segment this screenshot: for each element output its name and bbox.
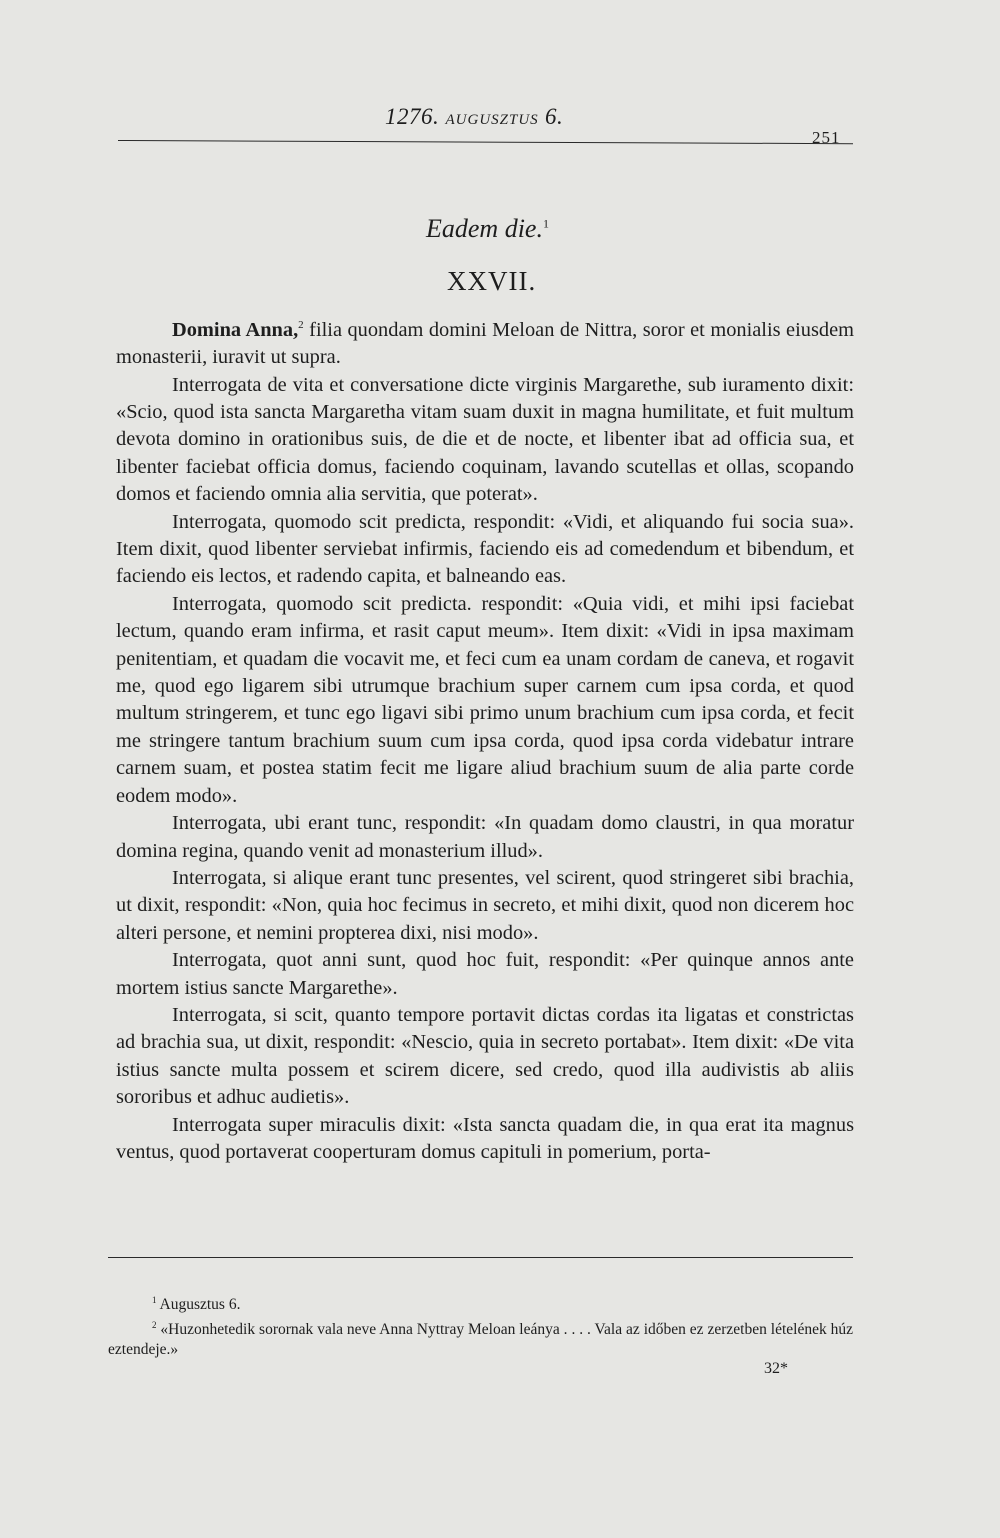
paragraph: Interrogata de vita et conversatione dicte virginis Margarethe, sub iuramento dixit: «Scio, quod ista sancta Margaretha vitam suam duxit in magna humilitate, et fuit multum devota domino in orationibus suis, de die et de nocte, et libenter ibat ad officia sua, et libenter faciebat officia domus, faciendo coquinam, lavando scutellas et ollas, scopando domos et faciendo omnia alia servitia, que poterat».	[116, 373, 854, 506]
page-number: 251	[812, 128, 841, 147]
footnote	[108, 1290, 853, 1315]
footnote-text: «Huzonhetedik sorornak vala neve Anna Nyttray Meloan leánya . . . . Vala az időben ez zerzetben lételének húz eztendeje.»	[108, 1321, 853, 1359]
running-head	[0, 104, 1000, 147]
lead-note: 2	[298, 319, 304, 331]
header-rule	[118, 140, 853, 144]
body-text	[116, 312, 854, 1166]
footnote-mark: 1	[152, 1295, 157, 1305]
lead-name: Domina Anna,	[172, 318, 299, 341]
section-number: XXVII.	[447, 266, 537, 296]
footnotes	[108, 1290, 853, 1360]
running-head-title: 1276. AUGUSZTUS 6.	[385, 104, 564, 129]
section-heading	[426, 214, 549, 244]
footnote-text: Augusztus 6.	[156, 1296, 241, 1314]
signature-mark: 32*	[764, 1360, 788, 1377]
paragraph: Interrogata, quot anni sunt, quod hoc fuit, respondit: «Per quinque annos ante mortem istius sancte Margarethe».	[116, 949, 854, 999]
paragraph: Interrogata super miraculis dixit: «Ista sancta quadam die, in qua erat ita magnus ventus, quod portaverat cooperturam domus capituli in pomerium, porta-	[116, 1113, 854, 1163]
footnote-mark: 2	[152, 1320, 157, 1331]
running-head-month: AUGUSZTUS	[445, 112, 539, 128]
paragraph-text: filia quondam domini Meloan de Nittra, soror et monialis eiusdem monasterii, iuravit ut supra.	[116, 318, 854, 369]
footnote	[108, 1315, 853, 1360]
paragraph: Interrogata, quomodo scit predicta. respondit: «Quia vidi, et mihi ipsi faciebat lectum, quando eram infirma, et rasit caput meum». Item dixit: «Vidi in ipsa maximam penitentiam, et quadam die vocavit me, et feci cum ea unam cordam de caneva, et rogavit me, quod ego ligarem sibi utrumque brachium super carnem cum ipsa corda, et quod multum stringerem, et tunc ego ligavi sibi primo unum brachium cum ipsa corda, et fecit me stringere tantum brachium suum cum ipsa corda, quod ipsa corda videbatur intrare carnem suam, et postea statim fecit me ligare aliud brachium suum de alia parte corde eodem modo».	[116, 592, 854, 807]
paragraph: Interrogata, quomodo scit predicta, respondit: «Vidi, et aliquando fui socia sua». Item dixit, quod libenter serviebat infirmis, faciendo eis ad comedendum et bibendum, et faciendo eis lectos, et radendo capita, et balneando eas.	[116, 510, 854, 588]
section-heading-note: 1	[542, 216, 549, 231]
section-heading-text: Eadem die.	[426, 214, 543, 243]
footnote-rule	[108, 1257, 853, 1258]
paragraph: Interrogata, si scit, quanto tempore portavit dictas cordas ita ligatas et constrictas ad brachia sua, ut dixit, respondit: «Nescio, quia in secreto portabat». Item dixit: «De vita istius sancte multa possem et scirem dicere, sed credo, quod illa audivistis ab aliis sororibus et adhuc audietis».	[116, 1003, 854, 1109]
running-head-year: 1276	[385, 104, 433, 129]
paragraph: Interrogata, ubi erant tunc, respondit: «In quadam domo claustri, in qua moratur domina regina, quando venit ad monasterium illud».	[116, 812, 854, 862]
running-head-day: 6.	[544, 104, 564, 129]
paragraph	[116, 312, 854, 372]
paragraph: Interrogata, si alique erant tunc presentes, vel scirent, quod stringeret sibi brachia, ut dixit, respondit: «Non, quia hoc fecimus in secreto, et mihi dixit, quod non dicerem hoc alteri persone, et nemini propterea dixi, nisi modo».	[116, 866, 854, 944]
